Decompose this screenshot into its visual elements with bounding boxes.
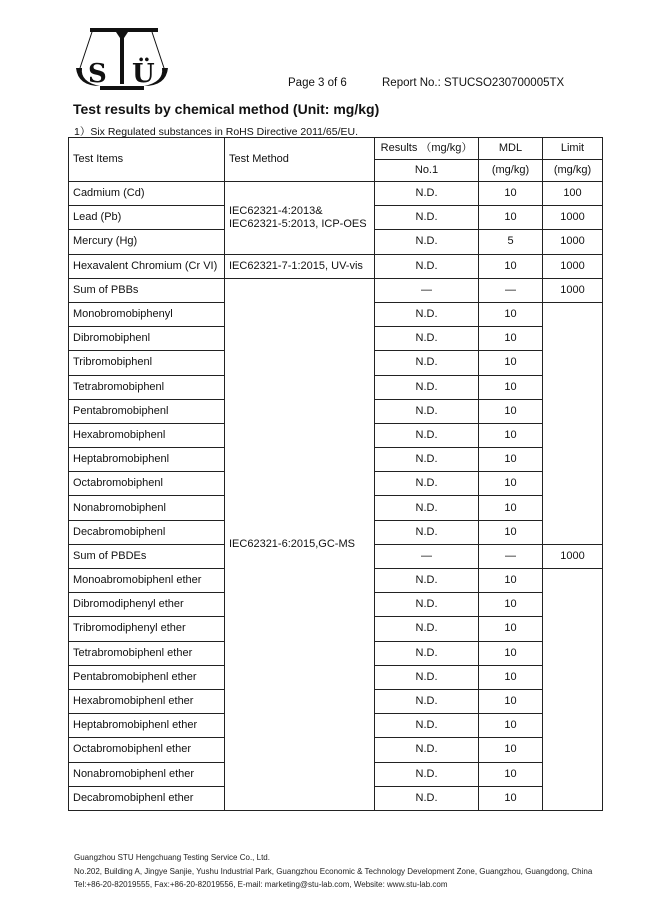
- result-value: N.D.: [375, 496, 479, 520]
- header-test-items: Test Items: [69, 138, 225, 182]
- header-results: Results （mg/kg）: [375, 138, 479, 160]
- table-row: [69, 278, 603, 302]
- limit-empty-cell: [543, 569, 603, 811]
- footer-contact: Tel:+86-20-82019555, Fax:+86-20-82019556, E-mail: marketing@stu-lab.com, Website: www.stu-lab.com: [74, 880, 448, 890]
- result-value: N.D.: [375, 786, 479, 810]
- result-value: N.D.: [375, 206, 479, 230]
- table-row: [69, 182, 603, 206]
- test-item: Hexabromobiphenl: [69, 423, 225, 447]
- test-item: Tribromodiphenyl ether: [69, 617, 225, 641]
- mdl-value: 10: [479, 641, 543, 665]
- result-value: N.D.: [375, 569, 479, 593]
- test-item: Octabromobiphenl ether: [69, 738, 225, 762]
- section-subtitle: 1）Six Regulated substances in RoHS Directive 2011/65/EU.: [74, 126, 359, 138]
- svg-text:S: S: [88, 59, 107, 89]
- test-item: Decabromobiphenl ether: [69, 786, 225, 810]
- mdl-value: 10: [479, 786, 543, 810]
- report-number: Report No.: STUCSO230700005TX: [382, 77, 565, 89]
- header-limit-unit: (mg/kg): [543, 160, 603, 182]
- mdl-value: 10: [479, 206, 543, 230]
- mdl-value: —: [479, 544, 543, 568]
- result-value: N.D.: [375, 762, 479, 786]
- mdl-value: 10: [479, 351, 543, 375]
- result-value: N.D.: [375, 665, 479, 689]
- section-title: Test results by chemical method (Unit: mg/kg): [73, 101, 380, 117]
- mdl-value: 10: [479, 689, 543, 713]
- mdl-value: 10: [479, 738, 543, 762]
- test-item: Tetrabromobiphenl: [69, 375, 225, 399]
- result-value: —: [375, 544, 479, 568]
- test-method: IEC62321-7-1:2015, UV-vis: [225, 254, 375, 278]
- result-value: —: [375, 278, 479, 302]
- test-item: Dibromodiphenyl ether: [69, 593, 225, 617]
- test-item: Cadmium (Cd): [69, 182, 225, 206]
- mdl-value: 10: [479, 182, 543, 206]
- mdl-value: 10: [479, 593, 543, 617]
- limit-value: 100: [543, 182, 603, 206]
- test-item: Tetrabromobiphenl ether: [69, 641, 225, 665]
- test-item: Sum of PBDEs: [69, 544, 225, 568]
- test-item: Nonabromobiphenl: [69, 496, 225, 520]
- test-item: Heptabromobiphenl: [69, 448, 225, 472]
- header-sample-no: No.1: [375, 160, 479, 182]
- header-mdl: MDL: [479, 138, 543, 160]
- mdl-value: 10: [479, 254, 543, 278]
- result-value: N.D.: [375, 327, 479, 351]
- test-item: Hexavalent Chromium (Cr VI): [69, 254, 225, 278]
- results-table: [68, 137, 603, 811]
- test-item: Monoabromobiphenl ether: [69, 569, 225, 593]
- stu-logo: [70, 24, 174, 92]
- limit-value: 1000: [543, 544, 603, 568]
- result-value: N.D.: [375, 351, 479, 375]
- test-item: Pentabromobiphenl ether: [69, 665, 225, 689]
- result-value: N.D.: [375, 375, 479, 399]
- footer-company: Guangzhou STU Hengchuang Testing Service Co., Ltd.: [74, 853, 270, 862]
- mdl-value: 10: [479, 762, 543, 786]
- limit-value: 1000: [543, 230, 603, 254]
- table-row: [69, 254, 603, 278]
- result-value: N.D.: [375, 423, 479, 447]
- footer-address: No.202, Building A, Jingye Sanjie, Yushu Industrial Park, Guangzhou Economic & Technology Development Zone, Guangzhou, Guangdong, China: [74, 866, 593, 876]
- limit-value: 1000: [543, 278, 603, 302]
- test-item: Tribromobiphenl: [69, 351, 225, 375]
- page-number: Page 3 of 6: [288, 77, 347, 89]
- result-value: N.D.: [375, 254, 479, 278]
- mdl-value: 10: [479, 617, 543, 641]
- result-value: N.D.: [375, 182, 479, 206]
- result-value: N.D.: [375, 738, 479, 762]
- mdl-value: 10: [479, 569, 543, 593]
- mdl-value: 10: [479, 472, 543, 496]
- mdl-value: 10: [479, 399, 543, 423]
- mdl-value: 5: [479, 230, 543, 254]
- mdl-value: 10: [479, 327, 543, 351]
- limit-value: 1000: [543, 254, 603, 278]
- test-item: Octabromobiphenl: [69, 472, 225, 496]
- test-item: Dibromobiphenl: [69, 327, 225, 351]
- test-item: Hexabromobiphenl ether: [69, 689, 225, 713]
- mdl-value: —: [479, 278, 543, 302]
- test-method: IEC62321-4:2013& IEC62321-5:2013, ICP-OES: [225, 182, 375, 255]
- test-item: Sum of PBBs: [69, 278, 225, 302]
- mdl-value: 10: [479, 714, 543, 738]
- svg-text:Ü: Ü: [132, 59, 155, 89]
- header-mdl-unit: (mg/kg): [479, 160, 543, 182]
- result-value: N.D.: [375, 230, 479, 254]
- result-value: N.D.: [375, 520, 479, 544]
- result-value: N.D.: [375, 714, 479, 738]
- mdl-value: 10: [479, 520, 543, 544]
- result-value: N.D.: [375, 689, 479, 713]
- test-item: Heptabromobiphenl ether: [69, 714, 225, 738]
- mdl-value: 10: [479, 665, 543, 689]
- result-value: N.D.: [375, 302, 479, 326]
- test-item: Monobromobiphenyl: [69, 302, 225, 326]
- mdl-value: 10: [479, 375, 543, 399]
- footer: [74, 851, 592, 892]
- mdl-value: 10: [479, 302, 543, 326]
- test-item: Decabromobiphenl: [69, 520, 225, 544]
- test-item: Lead (Pb): [69, 206, 225, 230]
- limit-value: 1000: [543, 206, 603, 230]
- mdl-value: 10: [479, 423, 543, 447]
- result-value: N.D.: [375, 617, 479, 641]
- limit-empty-cell: [543, 302, 603, 544]
- header-test-method: Test Method: [225, 138, 375, 182]
- test-item: Nonabromobiphenl ether: [69, 762, 225, 786]
- test-item: Mercury (Hg): [69, 230, 225, 254]
- header-limit: Limit: [543, 138, 603, 160]
- test-item: Pentabromobiphenl: [69, 399, 225, 423]
- result-value: N.D.: [375, 448, 479, 472]
- result-value: N.D.: [375, 593, 479, 617]
- result-value: N.D.: [375, 641, 479, 665]
- result-value: N.D.: [375, 399, 479, 423]
- result-value: N.D.: [375, 472, 479, 496]
- mdl-value: 10: [479, 496, 543, 520]
- mdl-value: 10: [479, 448, 543, 472]
- test-method: IEC62321-6:2015,GC-MS: [225, 278, 375, 810]
